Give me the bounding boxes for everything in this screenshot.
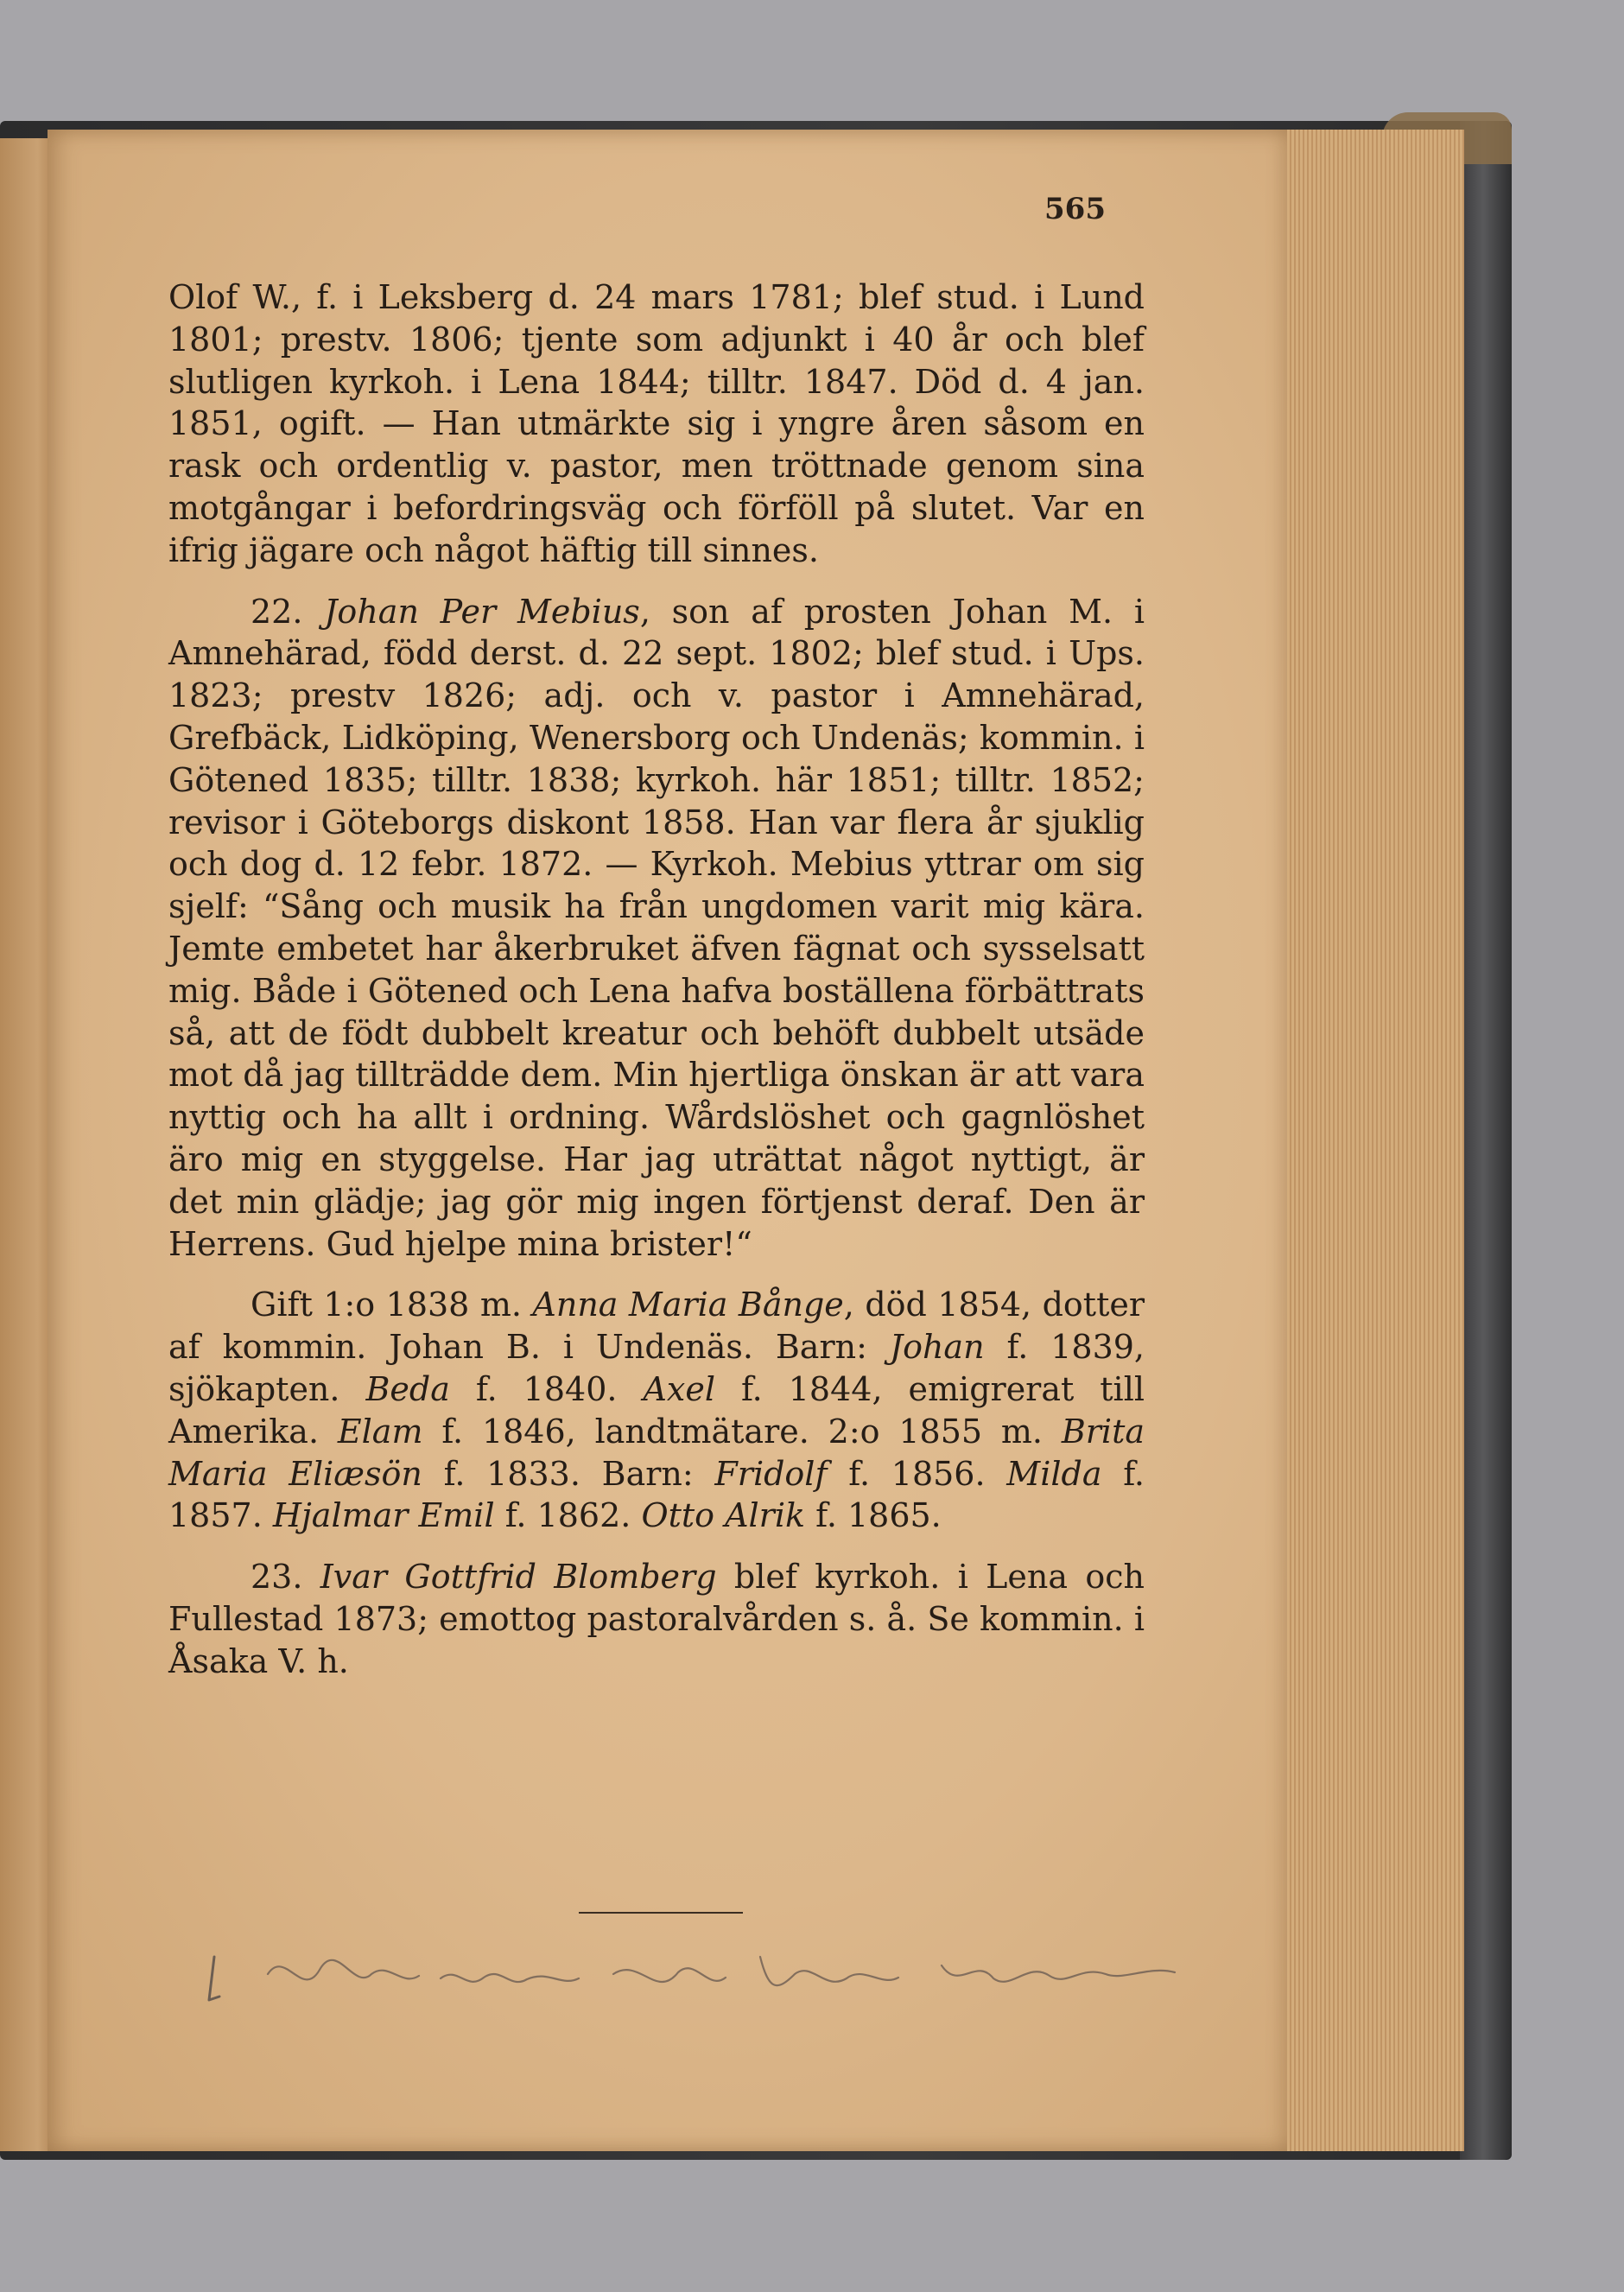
paragraph-gap	[168, 1265, 1145, 1284]
page-number: 565	[1044, 192, 1106, 226]
text-run: , död 1854, dotter af kommin. Johan B. i Undenäs. Barn:	[168, 1286, 1145, 1367]
text-run: Gift 1:o 1838 m.	[251, 1286, 533, 1324]
text-run: blef kyrkoh. i Lena och Fullestad 1873; emottog pastoralvården s. å. Se kommin. i Åsaka V. h.	[168, 1558, 1145, 1680]
entry-olof	[168, 276, 1145, 572]
paragraph-gap	[168, 572, 1145, 591]
italic-name: Milda	[1006, 1454, 1102, 1493]
text-run: f. 1846, landtmätare. 2:o 1855 m.	[422, 1412, 1062, 1451]
pencil-annotation	[207, 1940, 1209, 2017]
paragraph-gap	[168, 1537, 1145, 1556]
facing-page-edge	[0, 138, 54, 2151]
italic-name: Ivar Gottfrid Blomberg	[320, 1558, 717, 1597]
italic-name: Elam	[337, 1412, 423, 1451]
text-run: f. 1833. Barn:	[422, 1454, 715, 1493]
text-run: f. 1844, emigrerat till Amerika.	[168, 1369, 1145, 1451]
body-text	[168, 276, 1145, 1683]
text-run: 22.	[251, 592, 325, 631]
italic-name: Anna Maria Bånge	[532, 1286, 844, 1324]
entry-mebius	[168, 591, 1145, 1266]
text-run: 23.	[251, 1558, 320, 1597]
text-run: f. 1862.	[494, 1496, 642, 1535]
italic-name: Johan	[889, 1328, 985, 1367]
entry-gift	[168, 1284, 1145, 1537]
italic-name: Beda	[365, 1369, 450, 1408]
italic-name: Fridolf	[714, 1454, 828, 1493]
text-run: f. 1840.	[449, 1369, 644, 1408]
italic-name: Hjalmar Emil	[272, 1496, 495, 1535]
text-run: f. 1857.	[168, 1454, 1145, 1535]
text-run: f. 1865.	[805, 1496, 942, 1535]
text-run: , son af prosten Johan M. i Amnehärad, född derst. d. 22 sept. 1802; blef stud. i Ups. 1823; prestv 1826; adj. och v. pastor i Amnehärad, Grefbäck, Lidköping, Wenersborg och Undenäs; kommin. i Götened 1835; tilltr. 1838; kyrkoh. här 1851; tilltr. 1852; revisor i Göteborgs diskont 1858. Han var flera år sjuklig och dog d. 12 febr. 1872. — Kyrkoh. Mebius yttrar om sig sjelf: “Sång och musik ha från ungdomen varit mig kära. Jemte embetet har åkerbruket äfven fägnat och sysselsatt mig. Både i Götened och Lena hafva boställena förbättrats så, att de födt dubbelt kreatur och behöft dubbelt utsäde mot då jag tillträdde dem. Min hjertliga önskan är att vara nyttig och ha allt i ordning. Wårdslöshet och gagnlöshet äro mig en styggelse. Har jag uträttat något nyttigt, är det min glädje; jag gör mig ingen förtjenst deraf. Den är Herrens. Gud hjelpe mina brister!“	[168, 592, 1145, 1263]
text-run: f. 1839, sjökapten.	[168, 1328, 1145, 1408]
entry-blomberg	[168, 1556, 1145, 1682]
italic-name: Otto Alrik	[641, 1496, 806, 1535]
italic-name: Brita Maria Eliæsön	[168, 1412, 1145, 1493]
separator-rule	[579, 1912, 743, 1914]
text-run: Olof W., f. i Leksberg d. 24 mars 1781; blef stud. i Lund 1801; prestv. 1806; tjente som adjunkt i 40 år och blef slutligen kyrkoh. i Lena 1844; tilltr. 1847. Död d. 4 jan. 1851, ogift. — Han utmärkte sig i yngre åren såsom en rask och ordentlig v. pastor, men tröttnade genom sina motgångar i befordringsväg och förföll på slutet. Var en ifrig jägare och något häftig till sinnes.	[168, 278, 1145, 569]
text-run: f. 1856.	[827, 1454, 1007, 1493]
book-cover-edge	[1460, 121, 1512, 2160]
italic-name: Johan Per Mebius	[324, 592, 640, 631]
italic-name: Axel	[643, 1369, 715, 1408]
page-edges	[1278, 130, 1464, 2151]
